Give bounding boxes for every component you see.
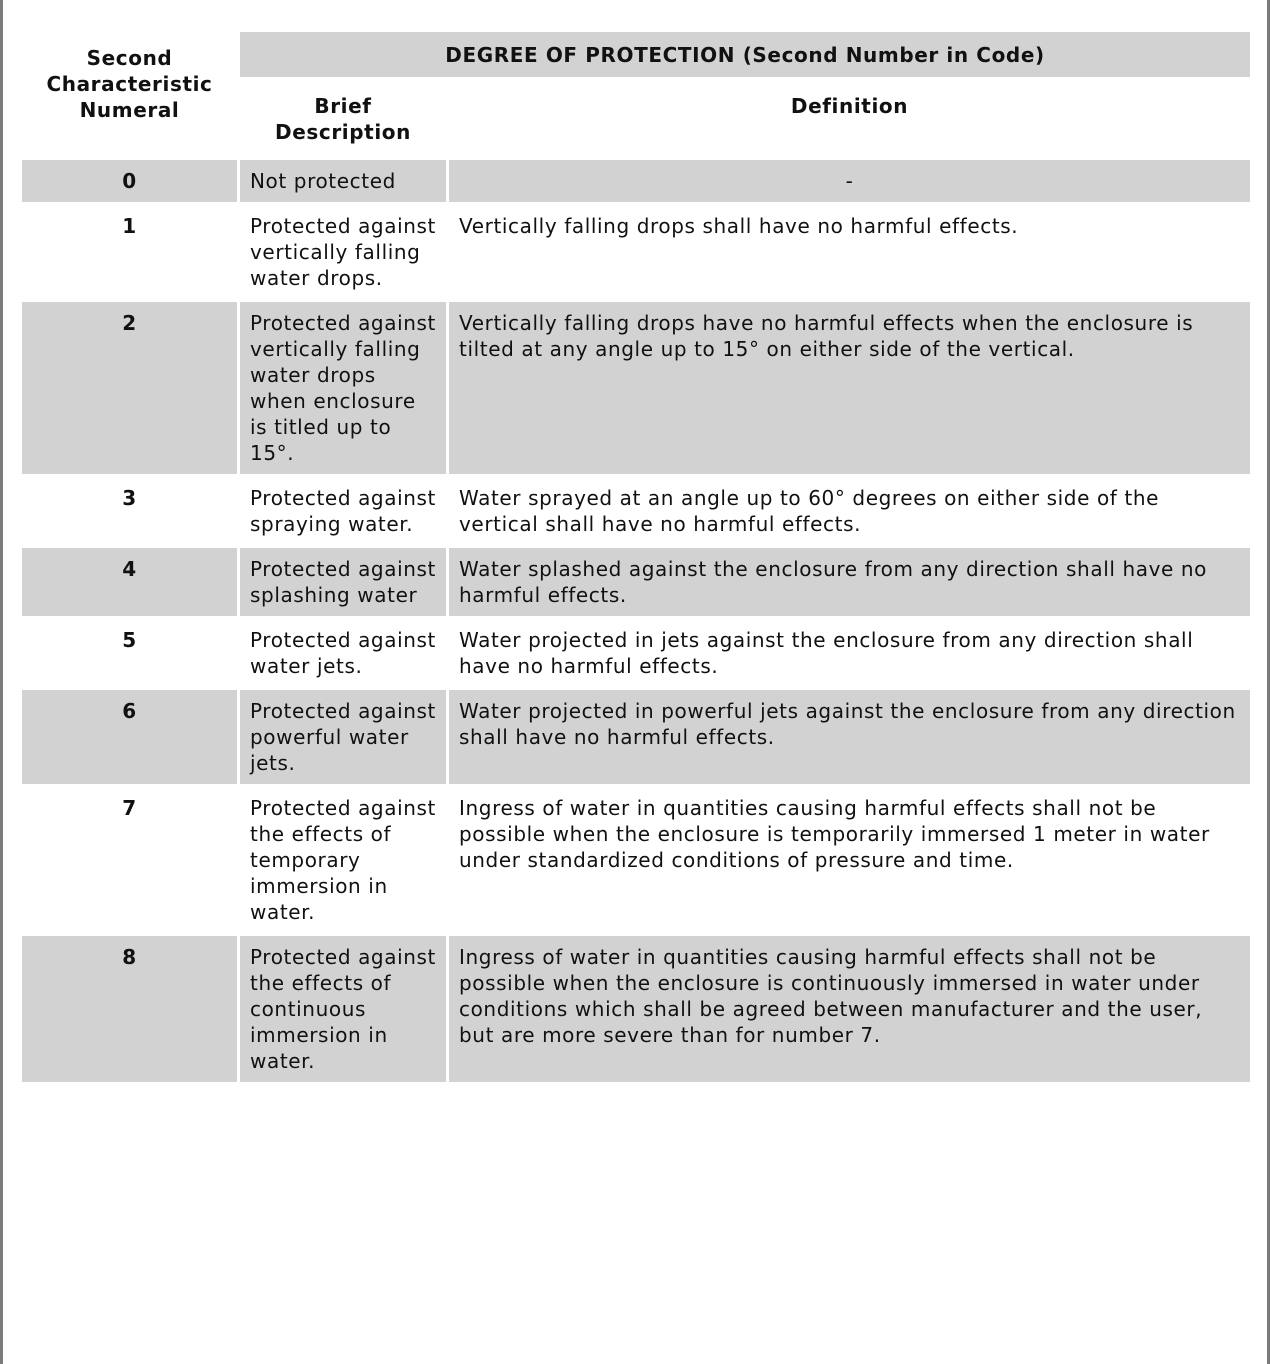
table-row <box>22 787 1250 933</box>
table-row <box>22 936 1250 1082</box>
numeral-cell: 2 <box>22 302 237 474</box>
numeral-cell: 6 <box>22 690 237 784</box>
brief-description-cell: Protected against the effects of temporary immersion in water. <box>240 787 446 933</box>
numeral-cell: 8 <box>22 936 237 1082</box>
brief-description-cell: Not protected <box>240 160 446 202</box>
definition-header: Definition <box>790 94 909 118</box>
definition-cell: Water projected in jets against the enclosure from any direction shall have no harmful effects. <box>449 619 1250 687</box>
table-row <box>22 205 1250 299</box>
definition-cell: Water splashed against the enclosure from any direction shall have no harmful effects. <box>449 548 1250 616</box>
definition-cell: Water projected in powerful jets against the enclosure from any direction shall have no harmful effects. <box>449 690 1250 784</box>
numeral-cell: 5 <box>22 619 237 687</box>
table-row <box>22 690 1250 784</box>
degree-of-protection-header: DEGREE OF PROTECTION (Second Number in Code) <box>240 32 1250 77</box>
brief-description-cell: Protected against vertically falling water drops when enclosure is titled up to 15°. <box>240 302 446 474</box>
numeral-cell: 7 <box>22 787 237 933</box>
table-row <box>22 477 1250 545</box>
brief-description-cell: Protected against splashing water <box>240 548 446 616</box>
definition-cell: - <box>449 160 1250 202</box>
ip-protection-table <box>19 29 1253 1085</box>
numeral-cell: 1 <box>22 205 237 299</box>
definition-cell: Ingress of water in quantities causing harmful effects shall not be possible when the enclosure is temporarily immersed 1 meter in water under standardized conditions of pressure and time. <box>449 787 1250 933</box>
table-row <box>22 160 1250 202</box>
definition-cell: Ingress of water in quantities causing harmful effects shall not be possible when the enclosure is continuously immersed in water under conditions which shall be agreed between manufacturer and the user, but are more severe than for number 7. <box>449 936 1250 1082</box>
definition-cell: Vertically falling drops have no harmful effects when the enclosure is tilted at any angle up to 15° on either side of the vertical. <box>449 302 1250 474</box>
numeral-cell: 3 <box>22 477 237 545</box>
numeral-cell: 4 <box>22 548 237 616</box>
numeral-cell: 0 <box>22 160 237 202</box>
brief-description-cell: Protected against powerful water jets. <box>240 690 446 784</box>
brief-description-cell: Protected against spraying water. <box>240 477 446 545</box>
definition-cell: Vertically falling drops shall have no harmful effects. <box>449 205 1250 299</box>
table-row <box>22 302 1250 474</box>
brief-description-header: Brief Description <box>275 94 411 144</box>
brief-description-cell: Protected against the effects of continuous immersion in water. <box>240 936 446 1082</box>
definition-cell: Water sprayed at an angle up to 60° degrees on either side of the vertical shall have no harmful effects. <box>449 477 1250 545</box>
brief-description-cell: Protected against vertically falling water drops. <box>240 205 446 299</box>
numeral-column-header: Second Characteristic Numeral <box>46 46 213 122</box>
brief-description-cell: Protected against water jets. <box>240 619 446 687</box>
table-row <box>22 619 1250 687</box>
table-row <box>22 548 1250 616</box>
